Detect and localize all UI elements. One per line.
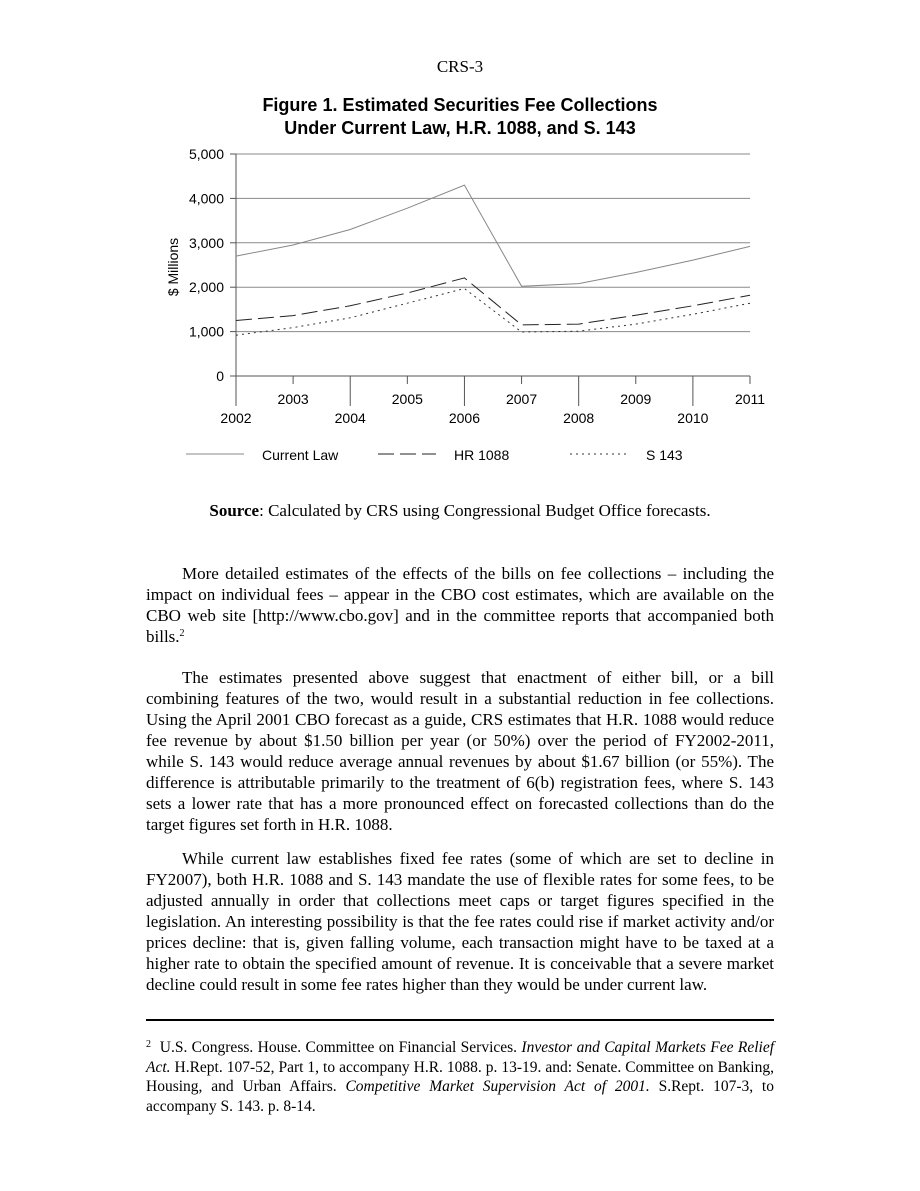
- footnote-text-2: H.Rept. 107-52, Part 1, to accompany H.R. 1088. p. 13-19. and: Senate. Committee on Banking, Housing, and Urban Affairs.: [146, 1058, 774, 1095]
- page-header: CRS-3: [436, 57, 484, 76]
- x-tick-label: 2008: [563, 410, 595, 426]
- legend-label: S 143: [646, 447, 683, 463]
- x-tick-label: 2007: [505, 391, 538, 407]
- x-tick-label: 2010: [677, 410, 709, 426]
- x-tick-label: 2004: [334, 410, 366, 426]
- footnote-reference: 2: [179, 628, 185, 639]
- source-text: : Calculated by CRS using Congressional Budget Office forecasts.: [259, 501, 711, 520]
- footnote-text-1: U.S. Congress. House. Committee on Financial Services.: [159, 1039, 522, 1056]
- footnote-text-3: S.Rept. 107-3, to accompany S. 143. p. 8-14.: [146, 1078, 774, 1115]
- legend-label: Current Law: [262, 447, 339, 463]
- footnote-number: 2: [146, 1039, 151, 1050]
- y-tick-label: 3,000: [188, 234, 224, 251]
- figure-title-line-2: Under Current Law, H.R. 1088, and S. 143: [284, 118, 636, 138]
- paragraph-1-text: More detailed estimates of the effects of the bills on fee collections – including the impact on individual fees – appear in the CBO cost estimates, which are available on the CBO web site [http://www.cbo.gov] and in the committee reports that accompanied both bills.: [146, 564, 774, 646]
- legend-label: HR 1088: [454, 447, 510, 463]
- body-paragraph-3: While current law establishes fixed fee rates (some of which are set to decline in FY2007), both H.R. 1088 and S. 143 mandate the use of flexible rates for some fees, to be adjusted annually in order that collections meet caps or target figures specified in the legislation. An interesting possibility is that the fee rates could rise if market activity and/or prices decline: that is, given falling volume, each transaction might have to be taxed at a higher rate to obtain the specified amount of revenue. It is conceivable that a severe market decline could result in some fee rates higher than they would be under current law.: [146, 849, 774, 994]
- x-tick-label: 2002: [220, 410, 252, 426]
- y-tick-label: 2,000: [188, 279, 224, 296]
- footnote: [146, 1038, 774, 1116]
- y-tick-label: 0: [216, 368, 224, 384]
- y-tick-label: 5,000: [188, 146, 224, 162]
- body-paragraph-1: [146, 563, 774, 647]
- line-chart: [0, 140, 920, 480]
- y-axis-label: $ Millions: [165, 237, 181, 297]
- x-tick-label: 2003: [277, 391, 309, 407]
- footnote-title-2: Competitive Market Supervision Act of 2001.: [345, 1078, 650, 1095]
- figure-title-line-1: Figure 1. Estimated Securities Fee Collections: [262, 95, 658, 115]
- body-paragraph-2: The estimates presented above suggest that enactment of either bill, or a bill combining features of the two, would result in a substantial reduction in fee collections. Using the April 2001 CBO forecast as a guide, CRS estimates that H.R. 1088 would reduce fee revenue by about $1.50 billion per year (or 50%) over the period of FY2002-2011, while S. 143 would reduce average annual revenues by about $1.67 billion (or 55%). The difference is attributable primarily to the treatment of 6(b) registration fees, where S. 143 sets a lower rate that has a more pronounced effect on forecasted collections than do the target figures set forth in H.R. 1088.: [146, 668, 774, 834]
- footnote-divider: [146, 1019, 774, 1021]
- y-tick-label: 1,000: [188, 323, 224, 340]
- footnote-title-1: Investor and Capital Markets Fee Relief Act.: [146, 1039, 774, 1076]
- y-tick-label: 4,000: [188, 190, 224, 207]
- figure-source: [0, 501, 920, 521]
- series-line: [236, 185, 750, 286]
- x-tick-label: 2005: [391, 391, 423, 407]
- x-tick-label: 2006: [448, 410, 481, 426]
- source-label: Source: [209, 501, 260, 520]
- x-tick-label: 2011: [734, 391, 766, 407]
- x-tick-label: 2009: [620, 391, 652, 407]
